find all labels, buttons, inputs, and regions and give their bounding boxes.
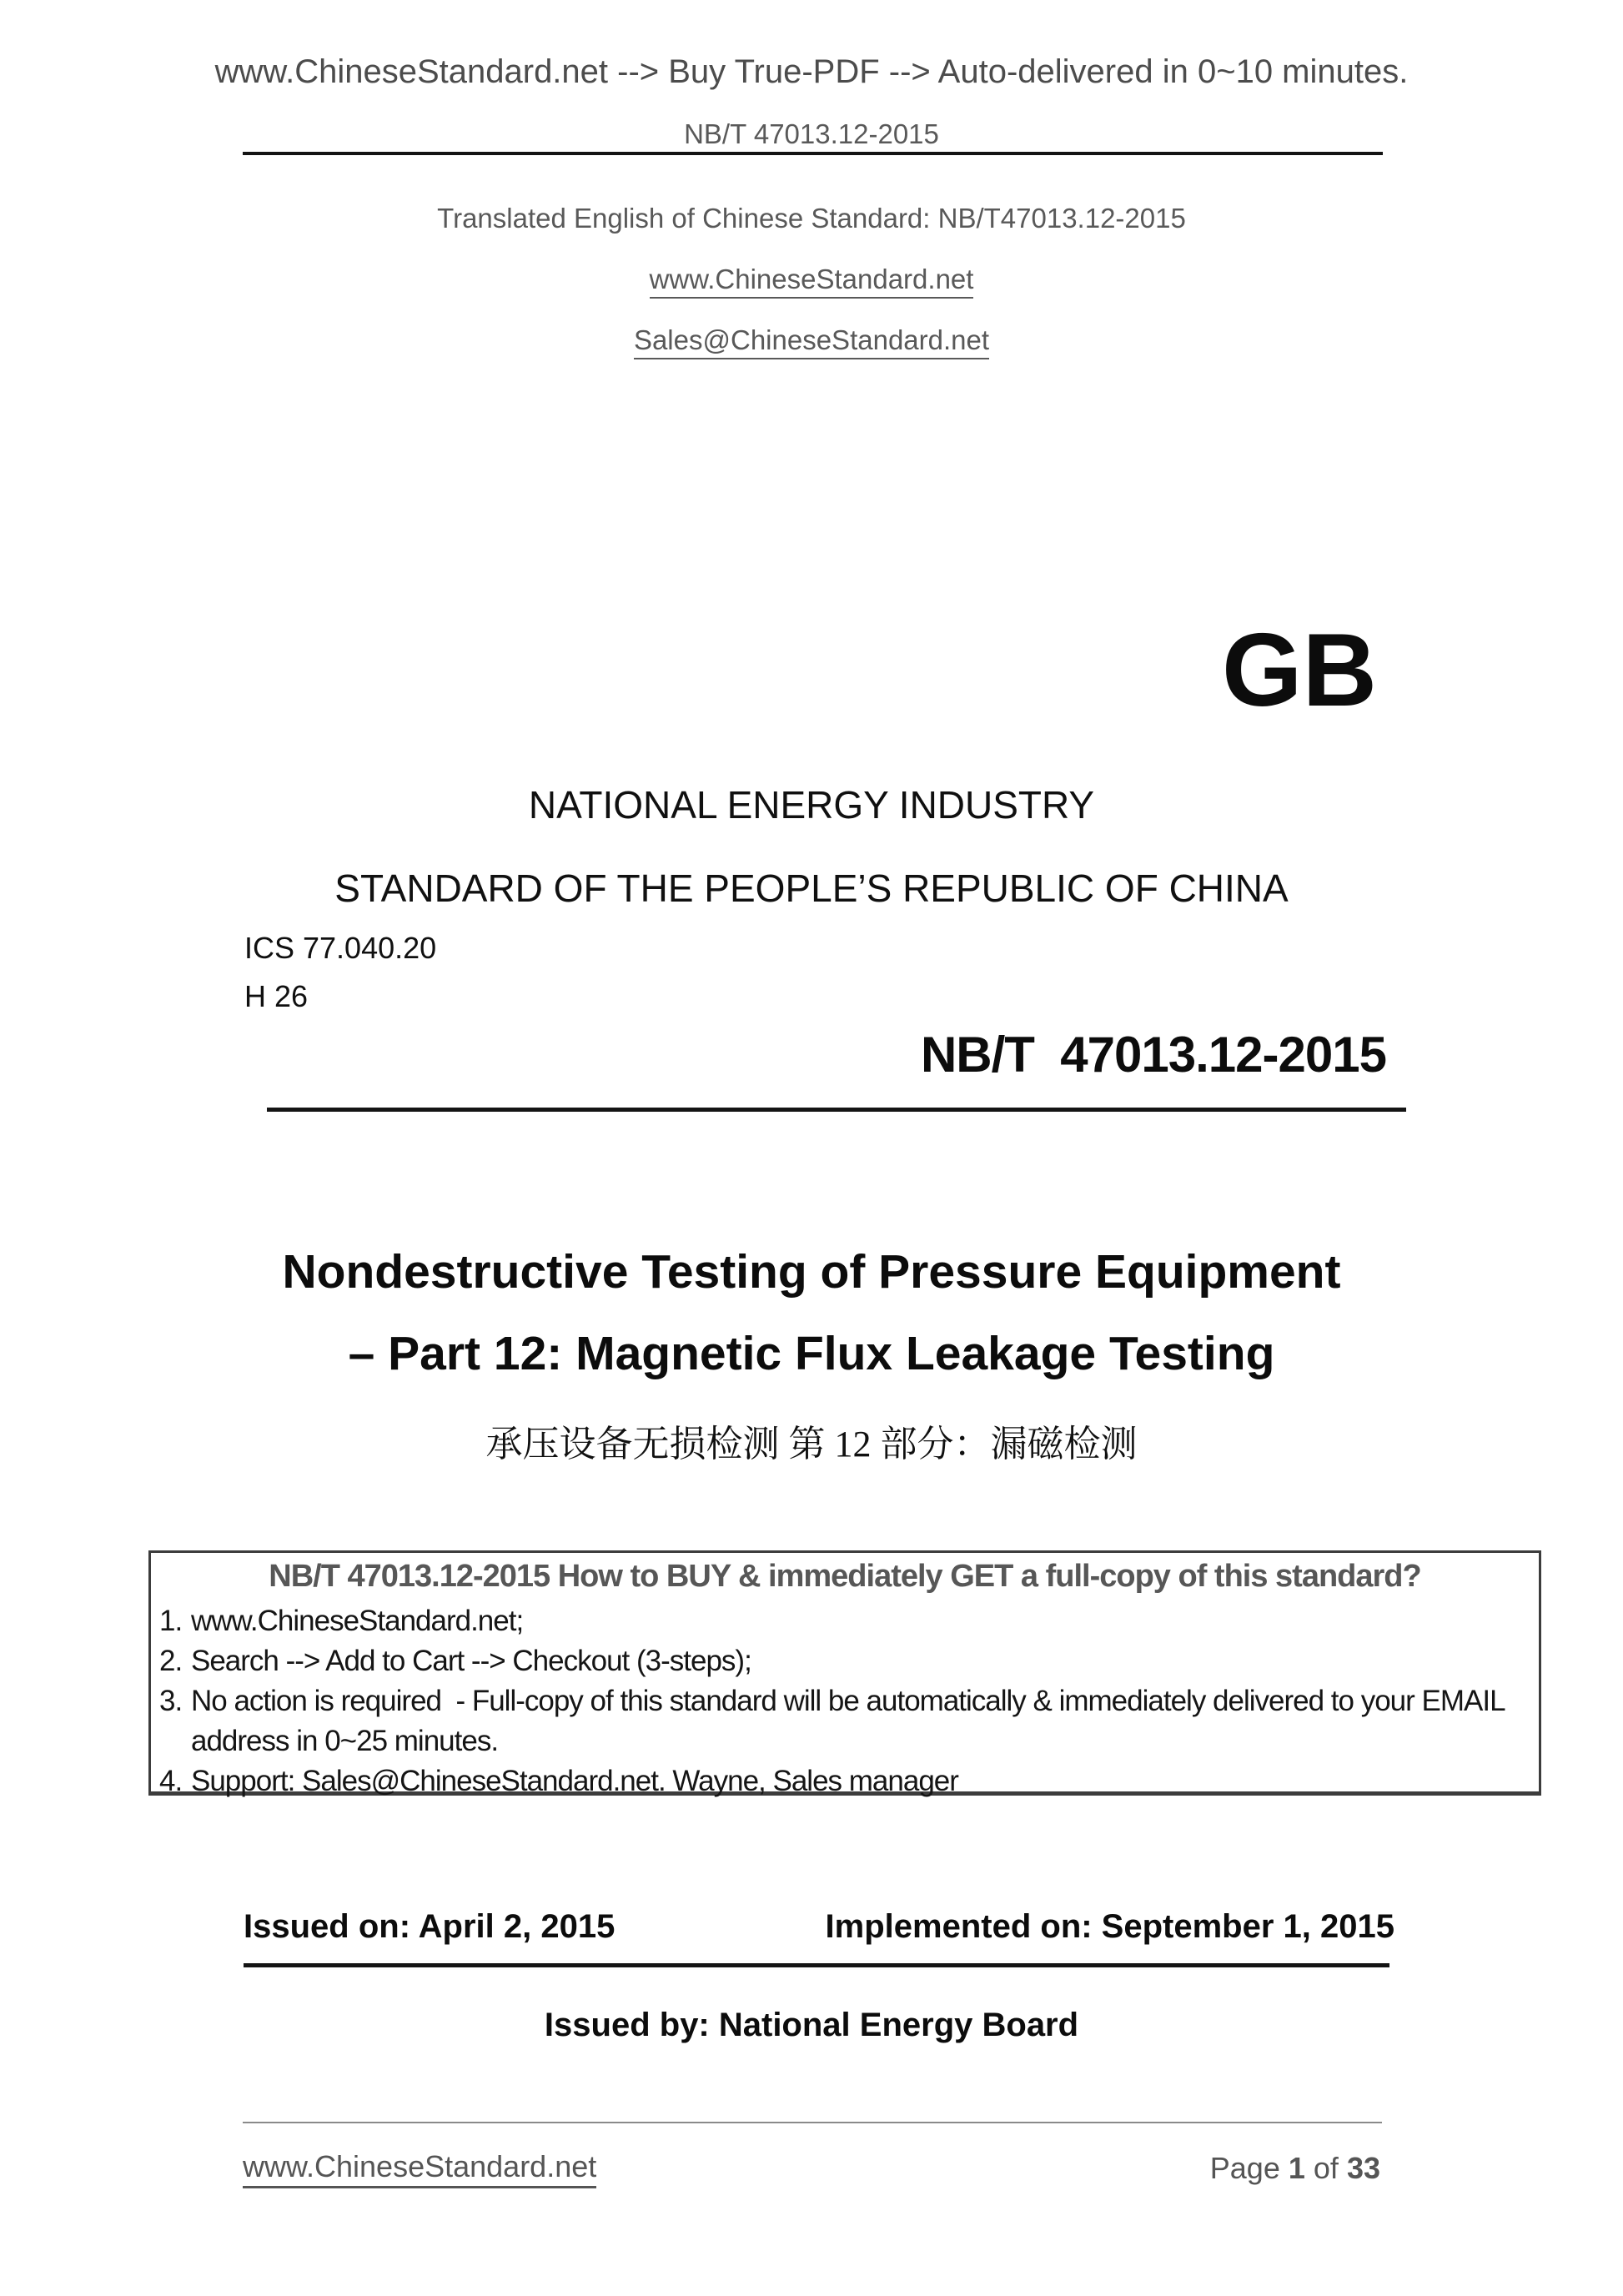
footer-rule bbox=[243, 2122, 1382, 2123]
buy-step-3 bbox=[151, 1681, 1539, 1761]
translated-line: Translated English of Chinese Standard: NB/T47013.12-2015 bbox=[437, 203, 1186, 234]
buy-steps-list bbox=[151, 1601, 1539, 1801]
website-link-row bbox=[0, 264, 1623, 299]
email-link-row bbox=[0, 324, 1623, 359]
buy-box-title: NB/T 47013.12-2015 How to BUY & immediately GET a full-copy of this standard? bbox=[269, 1559, 1421, 1594]
ics-code: ICS 77.040.20 bbox=[244, 931, 437, 965]
website-link[interactable]: www.ChineseStandard.net bbox=[650, 264, 974, 299]
org-line-1: NATIONAL ENERGY INDUSTRY bbox=[528, 783, 1095, 826]
buy-step-1 bbox=[151, 1601, 1539, 1641]
implemented-on-date: Implemented on: September 1, 2015 bbox=[825, 1908, 1394, 1945]
header-doc-code: NB/T 47013.12-2015 bbox=[684, 118, 939, 149]
standard-number: NB/T 47013.12-2015 bbox=[920, 1027, 1386, 1083]
page-label: Page bbox=[1209, 2151, 1280, 2185]
footer-page-indicator bbox=[1210, 2151, 1380, 2186]
header-banner-text: www.ChineseStandard.net --> Buy True-PDF --> Auto-delivered in 0~10 minutes. bbox=[214, 53, 1409, 90]
header-rule bbox=[243, 152, 1383, 155]
title-english-line1: Nondestructive Testing of Pressure Equipment bbox=[282, 1245, 1341, 1299]
buy-step-number: 4. bbox=[159, 1765, 183, 1797]
email-link[interactable]: Sales@ChineseStandard.net bbox=[634, 324, 989, 359]
classification-code: H 26 bbox=[244, 979, 309, 1013]
buy-instructions-box bbox=[148, 1550, 1541, 1796]
page-of-label: of bbox=[1313, 2151, 1339, 2185]
buy-step-4 bbox=[151, 1761, 1539, 1801]
buy-step-2 bbox=[151, 1641, 1539, 1681]
issued-by-line: Issued by: National Energy Board bbox=[544, 2007, 1079, 2043]
buy-step-text: Search --> Add to Cart --> Checkout (3-steps); bbox=[191, 1645, 751, 1677]
buy-step-text: www.ChineseStandard.net; bbox=[191, 1605, 524, 1637]
buy-step-number: 1. bbox=[159, 1605, 183, 1637]
title-chinese: 承压设备无损检测 第 12 部分：漏磁检测 bbox=[485, 1424, 1138, 1465]
buy-step-number: 2. bbox=[159, 1645, 183, 1677]
footer-website-link[interactable]: www.ChineseStandard.net bbox=[243, 2149, 596, 2188]
buy-step-text: Support: Sales@ChineseStandard.net. Wayne, Sales manager bbox=[191, 1765, 958, 1797]
gb-mark: GB bbox=[1222, 613, 1377, 728]
issue-dates-row bbox=[244, 1908, 1394, 1946]
buy-step-number: 3. bbox=[159, 1685, 183, 1717]
issue-rule bbox=[244, 1963, 1389, 1967]
issued-on-date: Issued on: April 2, 2015 bbox=[244, 1908, 616, 1945]
standard-number-rule bbox=[267, 1108, 1406, 1112]
page-total: 33 bbox=[1346, 2151, 1380, 2185]
buy-step-text: No action is required - Full-copy of this standard will be automatically & immediately delivered to your EMAIL address in 0~25 minutes. bbox=[191, 1685, 1511, 1757]
title-english-line2: – Part 12: Magnetic Flux Leakage Testing bbox=[348, 1327, 1275, 1380]
page-current: 1 bbox=[1288, 2151, 1305, 2185]
org-line-2: STANDARD OF THE PEOPLE’S REPUBLIC OF CHINA bbox=[334, 867, 1289, 910]
